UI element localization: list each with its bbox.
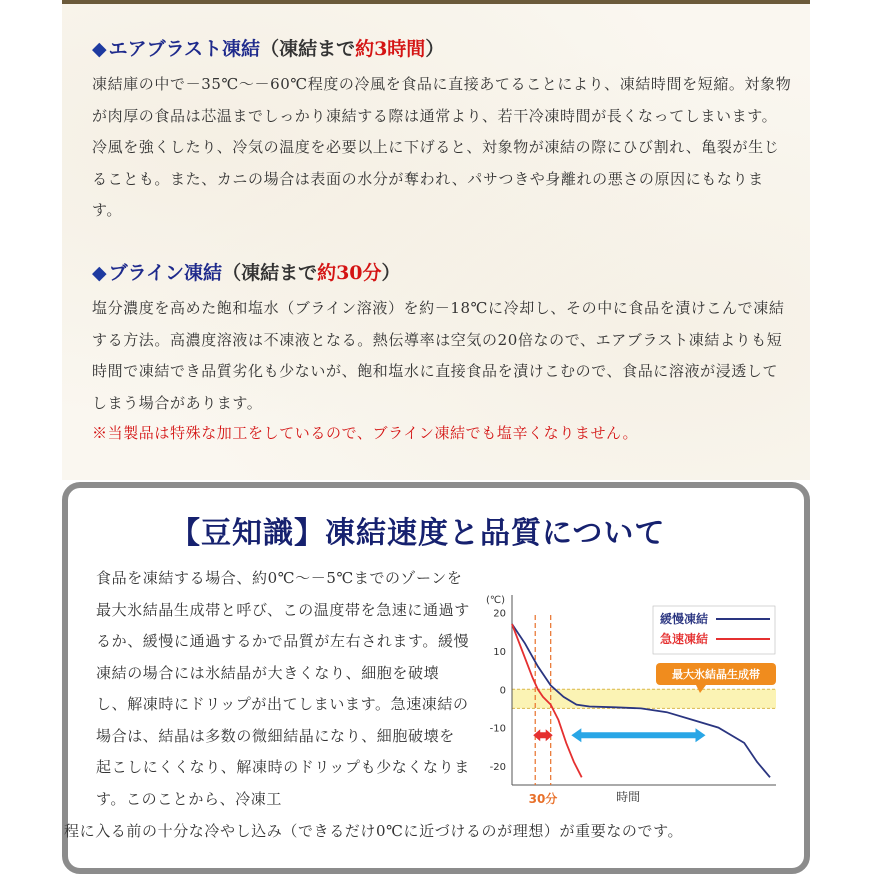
section2-title <box>92 258 401 285</box>
y-tick-label: -10 <box>489 723 506 735</box>
diamond-icon: ◆ <box>92 38 107 60</box>
section2-title-text: ブライン凍結 <box>108 262 223 284</box>
marker-label: 30分 <box>528 792 558 806</box>
section2-highlight: 約30分 <box>317 262 382 284</box>
section2-body: 塩分濃度を高めた飽和塩水（ブライン溶液）を約－18℃に冷却し、その中に食品を漬けこんで凍結する方法。高濃度溶液は不凍液となる。熱伝導率は空気の20倍なので、エアブラスト凍結よりも短時間で凍結でき品質劣化も少ないが、飽和塩水に直接食品を漬けこむので、食品に溶液が浸透してしまう場合があります。 <box>92 299 785 412</box>
tips-body: 食品を凍結する場合、約0℃～－5℃までのゾーンを最大氷結晶生成帯と呼び、この温度帯を急速に通過するか、緩慢に通過するかで品質が左右されます。緩慢凍結の場合には氷結晶が大きくなり、細胞を破壊し、解凍時にドリップが出てしまいます。急速凍結の場合は、結晶は多数の微細結晶になり、細胞破壊を起こしにくくなり、解凍時のドリップも少なくなります。このことから、冷凍工 <box>96 569 470 808</box>
section1-title <box>92 34 444 61</box>
slow-pass-arrow <box>571 728 705 742</box>
section2-paren-close: ） <box>381 262 401 284</box>
fast-pass-arrow <box>533 729 552 741</box>
section1-paren-close: ） <box>425 38 445 60</box>
diamond-icon: ◆ <box>92 262 107 284</box>
y-tick-label: 0 <box>499 685 506 697</box>
section1-title-text: エアブラスト凍結 <box>108 38 261 60</box>
section1-paren-open: （凍結まで <box>260 38 356 60</box>
freezing-curve-chart <box>478 585 778 810</box>
section2-note: ※当製品は特殊な加工をしているので、ブライン凍結でも塩辛くなりません。 <box>92 424 639 442</box>
section1-body: 凍結庫の中で－35℃～－60℃程度の冷風を食品に直接あてることにより、凍結時間を短縮。対象物が肉厚の食品は芯温までしっかり凍結する際は通常より、若干冷凍時間が長くなってしまいます。冷風を強くしたり、冷気の温度を必要以上に下げると、対象物が凍結の際にひび割れ、亀裂が生じることも。また、カニの場合は表面の水分が奪われ、パサつきや身離れの悪さの原因にもなります。 <box>92 75 792 219</box>
y-tick-label: 20 <box>493 608 506 620</box>
y-axis-unit: (℃) <box>486 595 506 606</box>
top-border <box>62 0 810 4</box>
band-label: 最大氷結晶生成帯 <box>672 668 760 681</box>
y-tick-label: -20 <box>489 761 506 773</box>
section2-paren-open: （凍結まで <box>222 262 318 284</box>
y-tick-label: 10 <box>493 646 506 658</box>
section1-highlight: 約3時間 <box>355 38 426 60</box>
legend-label-slow: 緩慢凍結 <box>660 612 709 626</box>
tips-body-last: 程に入る前の十分な冷やし込み（できるだけ0℃に近づけるのが理想）が重要なのです。 <box>64 822 684 840</box>
tips-title: 【豆知識】凍結速度と品質について <box>170 516 666 551</box>
legend-label-fast: 急速凍結 <box>660 632 709 646</box>
x-axis-label: 時間 <box>616 790 641 804</box>
